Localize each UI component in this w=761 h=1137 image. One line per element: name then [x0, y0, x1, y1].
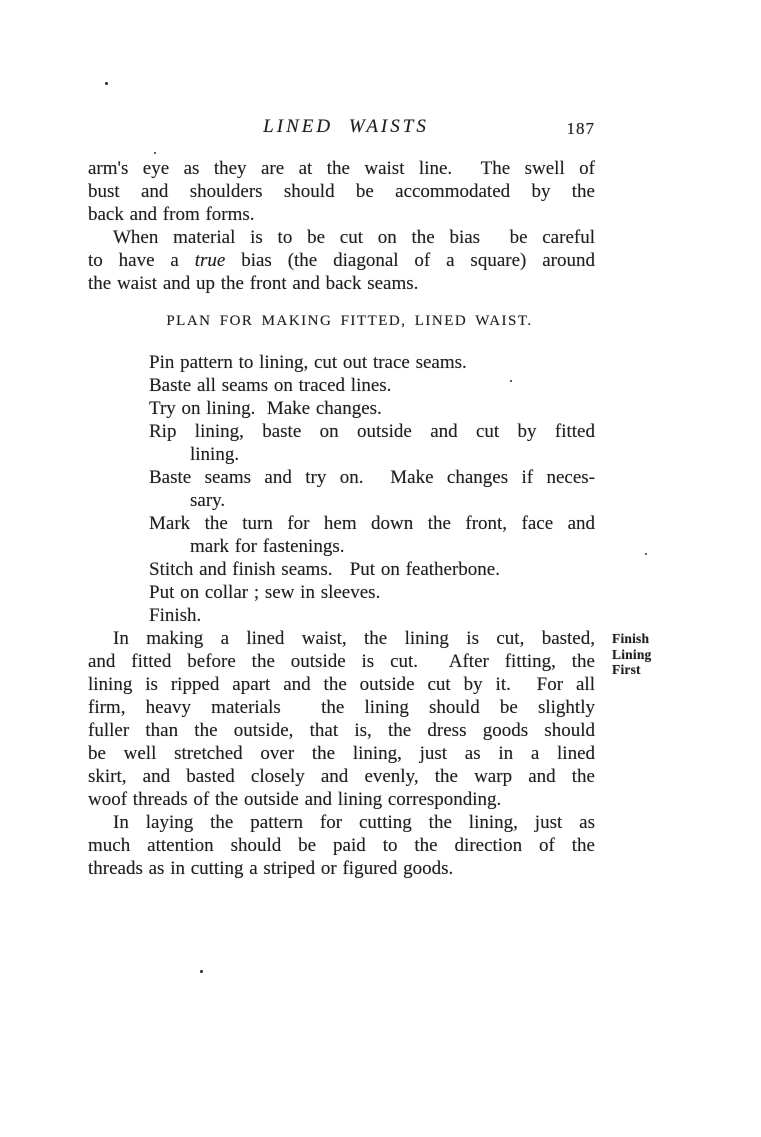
text-line: the waist and up the front and back seams. [88, 273, 419, 294]
text-line: and fitted before the outside is cut. After fitting, the [88, 651, 595, 672]
scan-speck [510, 380, 512, 382]
scan-speck [154, 152, 156, 154]
scan-speck [200, 970, 203, 973]
plan-step-line: Pin pattern to lining, cut out trace seams. [149, 352, 467, 373]
italic-word-true: true [194, 250, 226, 271]
text-line: firm, heavy materials the lining should be slightly [88, 697, 595, 718]
text-line [88, 249, 595, 272]
text-segment: to have a [88, 250, 195, 271]
plan-step-line: sary. [190, 490, 226, 511]
text-line: fuller than the outside, that is, the dress goods should [88, 720, 595, 741]
running-header [88, 116, 595, 138]
paragraph-bias [88, 226, 595, 295]
paragraph-lined-waist [88, 627, 595, 811]
text-line: In laying the pattern for cutting the lining, just as [113, 812, 595, 833]
text-line: back and from forms. [88, 204, 255, 225]
section-heading: PLAN FOR MAKING FITTED, LINED WAIST. [166, 313, 533, 329]
plan-step-line: Baste seams and try on. Make changes if neces- [149, 467, 595, 488]
margin-note-line: Finish [612, 631, 650, 646]
body-text-column [88, 157, 595, 880]
plan-step-line: Baste all seams on traced lines. [149, 375, 392, 396]
plan-list [149, 351, 595, 627]
text-line: be well stretched over the lining, just as in a lined [88, 743, 595, 764]
text-segment: bias (the diagonal of a square) around [225, 250, 595, 271]
text-line: much attention should be paid to the direction of the [88, 835, 595, 856]
text-line: bust and shoulders should be accommodated by the [88, 181, 595, 202]
text-line: In making a lined waist, the lining is cut, basted, [113, 628, 595, 649]
plan-step-line: Rip lining, baste on outside and cut by fitted [149, 421, 595, 442]
scan-speck [645, 553, 647, 555]
text-line: skirt, and basted closely and evenly, the warp and the [88, 766, 595, 787]
margin-note-line: First [612, 662, 641, 677]
margin-note-line: Lining [612, 646, 652, 662]
plan-step-line: Put on collar ; sew in sleeves. [149, 582, 381, 603]
scan-speck [105, 82, 108, 85]
text-line: lining is ripped apart and the outside cut by it. For all [88, 674, 595, 695]
plan-step-line: Stitch and finish seams. Put on featherbone. [149, 559, 500, 580]
plan-step-line: Mark the turn for hem down the front, face and [149, 513, 595, 534]
page-number: 187 [566, 119, 595, 138]
page-header-title: LINED WAISTS [263, 116, 429, 137]
paragraph-armseye [88, 157, 595, 226]
text-line: When material is to be cut on the bias be careful [113, 227, 595, 248]
plan-step-line: Finish. [149, 605, 202, 626]
text-line: threads as in cutting a striped or figured goods. [88, 858, 454, 879]
paragraph-laying-pattern [88, 811, 595, 880]
text-line: arm's eye as they are at the waist line. The swell of [88, 158, 595, 179]
text-line: woof threads of the outside and lining corresponding. [88, 789, 502, 810]
margin-note-finish-lining-first [612, 631, 682, 678]
plan-step-line: Try on lining. Make changes. [149, 398, 382, 419]
plan-step-line: mark for fastenings. [190, 536, 345, 557]
plan-step-line: lining. [190, 444, 240, 465]
